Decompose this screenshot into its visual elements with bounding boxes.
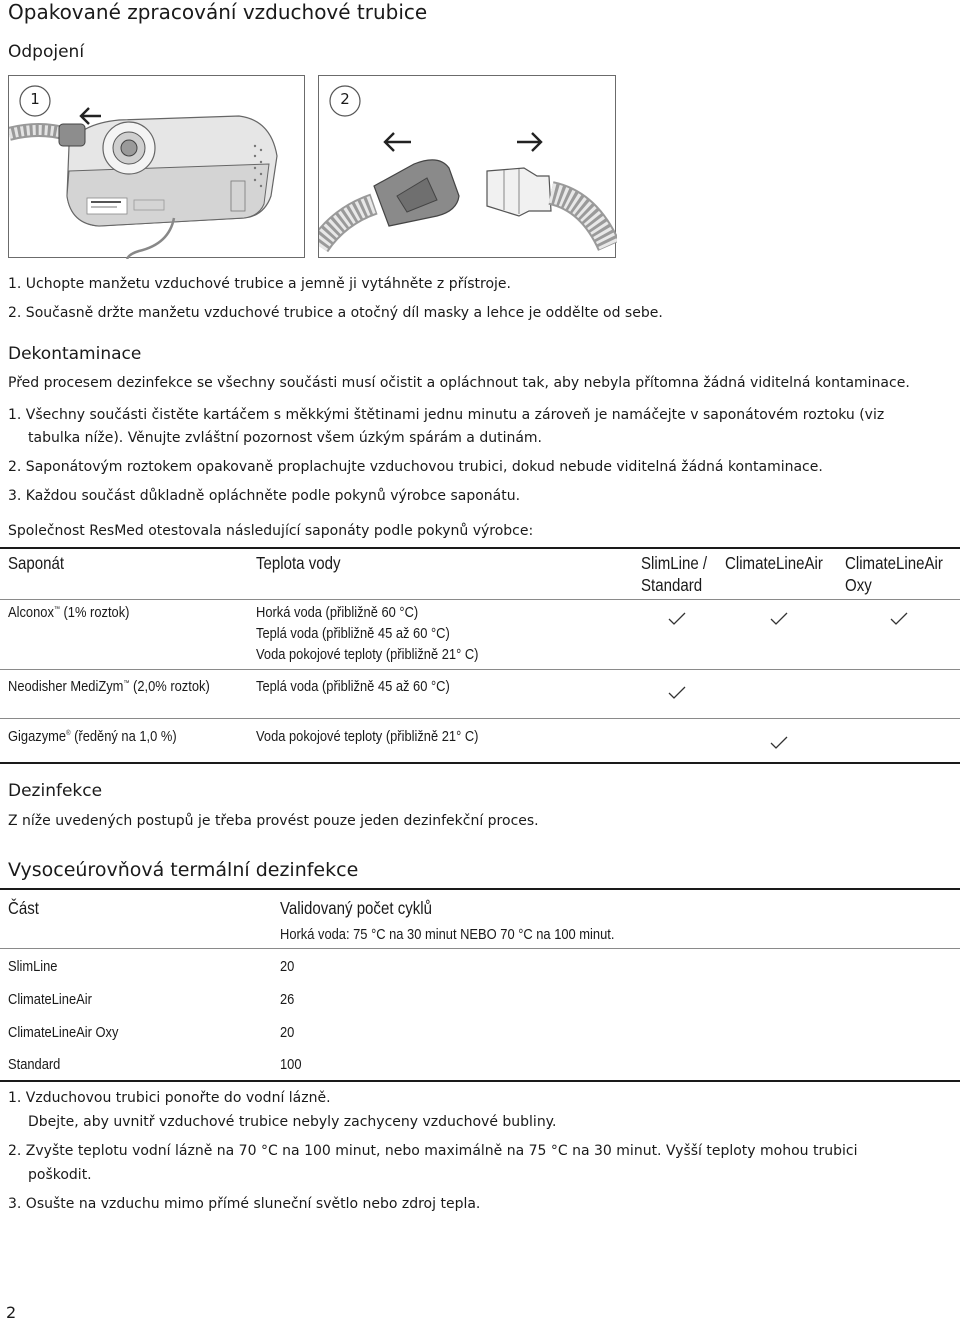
decontamination-step-1: 1. Všechny součásti čistěte kartáčem s měkkými štětinami jednu minutu a zároveň je namáčejte v saponátovém roztoku (viz (8, 407, 885, 423)
trademark-mark: ™ (123, 680, 130, 687)
thermal-subheader: Horká voda: 75 °C na 30 minut NEBO 70 °C na 100 minut. (280, 926, 615, 943)
thermal-row-cycles: 100 (280, 1056, 302, 1073)
table-header-rule (0, 599, 960, 600)
table-row-divider (0, 669, 960, 670)
thermal-row-part: Standard (8, 1056, 61, 1073)
th-validated-cycles: Validovaný počet cyklů (280, 898, 432, 918)
detergent-name: Alconox (8, 604, 54, 621)
thermal-step-1: 1. Vzduchovou trubici ponořte do vodní lázně. (8, 1090, 331, 1106)
table-top-rule (0, 547, 960, 549)
tube-mask-drawing (319, 76, 617, 259)
thermal-step-1-cont: Dbejte, aby uvnitř vzduchové trubice nebyly zachyceny vzduchové bubliny. (28, 1114, 557, 1130)
thermal-row-part: SlimLine (8, 958, 58, 975)
illustration-disconnect-device (8, 75, 305, 258)
decontamination-step-1-cont: tabulka níže). Věnujte zvláštní pozornost všem úzkým spárám a dutinám. (28, 430, 543, 446)
th-slimline-2: Standard (641, 575, 703, 595)
section-heading-decontamination: Dekontaminace (8, 344, 142, 364)
th-detergent: Saponát (8, 553, 65, 573)
decontamination-intro: Před procesem dezinfekce se všechny součásti musí očistit a opláchnout tak, aby nebyla přítomna žádná viditelná kontaminace. (8, 375, 910, 391)
table-row-alconox (8, 604, 129, 621)
decontamination-step-3: 3. Každou součást důkladně opláchněte podle pokynů výrobce saponátu. (8, 488, 521, 504)
section-heading-disinfection: Dezinfekce (8, 781, 103, 801)
table-bottom-rule (0, 762, 960, 764)
water-temp-room: Voda pokojové teploty (přibližně 21° C) (256, 646, 479, 663)
detergent-concentration: (2,0% roztok) (129, 678, 210, 695)
disconnect-step-2: 2. Současně držte manžetu vzduchové trubice a otočný díl masky a lehce je oddělte od sebe. (8, 305, 663, 321)
thermal-row-cycles: 20 (280, 1024, 295, 1041)
detergent-name: Neodisher MediZym (8, 678, 124, 695)
thermal-row-cycles: 20 (280, 958, 295, 975)
check-icon (668, 686, 686, 700)
check-icon (770, 736, 788, 750)
detergent-concentration: (1% roztok) (59, 604, 130, 621)
section-heading-thermal: Vysoceúrovňová termální dezinfekce (8, 859, 359, 881)
water-temp-warm: Teplá voda (přibližně 45 až 60 °C) (256, 625, 450, 642)
section-heading-disconnect: Odpojení (8, 42, 85, 62)
disinfection-text: Z níže uvedených postupů je třeba provést pouze jeden dezinfekční proces. (8, 813, 539, 829)
water-temp-warm: Teplá voda (přibližně 45 až 60 °C) (256, 678, 450, 695)
figure-label-1: 1 (30, 90, 40, 108)
thermal-step-2: 2. Zvyšte teplotu vodní lázně na 70 °C na 100 minut, nebo maximálně na 75 °C na 30 minut. Vyšší teploty mohou trubici (8, 1143, 858, 1159)
th-climatelineair-oxy-2: Oxy (845, 575, 872, 595)
th-water-temperature: Teplota vody (256, 553, 341, 573)
decontamination-step-2: 2. Saponátovým roztokem opakovaně proplachujte vzduchovou trubici, dokud nebude viditelná žádná kontaminace. (8, 459, 823, 475)
water-temp-room: Voda pokojové teploty (přibližně 21° C) (256, 728, 479, 745)
registered-mark: ® (66, 730, 71, 737)
water-temp-hot: Horká voda (přibližně 60 °C) (256, 604, 419, 621)
figure-label-2: 2 (340, 90, 350, 108)
page-number: 2 (6, 1303, 17, 1322)
thermal-row-cycles: 26 (280, 991, 295, 1008)
thermal-row-part: ClimateLineAir Oxy (8, 1024, 119, 1041)
device-drawing (9, 76, 306, 259)
table-row-divider (0, 718, 960, 719)
thermal-row-part: ClimateLineAir (8, 991, 92, 1008)
thermal-step-3: 3. Osušte na vzduchu mimo přímé sluneční světlo nebo zdroj tepla. (8, 1196, 481, 1212)
detergent-concentration: (ředěný na 1,0 %) (70, 728, 177, 745)
check-icon (890, 612, 908, 626)
thermal-table-top-rule (0, 888, 960, 890)
illustration-disconnect-mask (318, 75, 616, 258)
check-icon (668, 612, 686, 626)
page-title: Opakované zpracování vzduchové trubice (8, 0, 428, 24)
thermal-header-rule (0, 948, 960, 949)
th-climatelineair: ClimateLineAir (725, 553, 823, 573)
th-climatelineair-oxy: ClimateLineAir (845, 553, 943, 573)
detergent-name: Gigazyme (8, 728, 67, 745)
th-part: Část (8, 898, 39, 918)
thermal-table-bottom-rule (0, 1080, 960, 1082)
table-row-neodisher (8, 678, 210, 695)
disconnect-step-1: 1. Uchopte manžetu vzduchové trubice a jemně ji vytáhněte z přístroje. (8, 276, 511, 292)
check-icon (770, 612, 788, 626)
tested-detergents-text: Společnost ResMed otestovala následující saponáty podle pokynů výrobce: (8, 523, 534, 539)
table-row-gigazyme (8, 728, 177, 745)
th-slimline: SlimLine / (641, 553, 708, 573)
thermal-step-2-cont: poškodit. (28, 1167, 92, 1183)
trademark-mark: ™ (53, 606, 60, 613)
